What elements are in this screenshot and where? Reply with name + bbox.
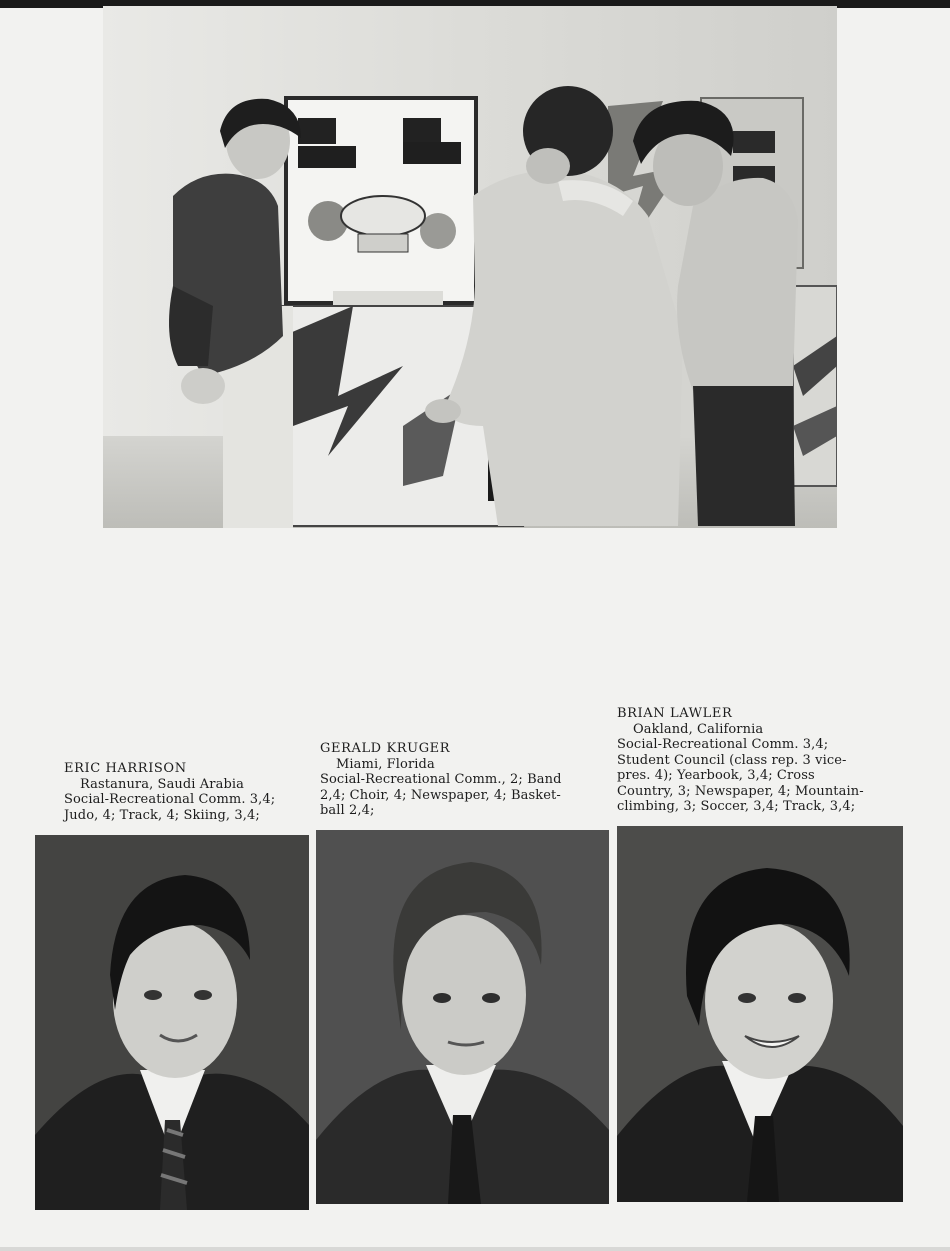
page-bottom-edge (0, 1247, 950, 1251)
student-activities-line: climbing, 3; Soccer, 3,4; Track, 3,4; (617, 799, 856, 814)
pinball-group-photo (103, 6, 837, 528)
student-name: ERIC HARRISON (64, 761, 187, 776)
student-activities-line: Judo, 4; Track, 4; Skiing, 3,4; (64, 807, 260, 823)
student-activities-line: Student Council (class rep. 3 vice- (617, 752, 847, 768)
student-activities-line: Country, 3; Newspaper, 4; Mountain- (617, 783, 864, 799)
student-activities-line: 2,4; Choir, 4; Newspaper, 4; Basket- (320, 787, 561, 803)
portrait-gerald-kruger (316, 830, 609, 1204)
student-bio-eric-harrison (64, 761, 275, 823)
student-name: GERALD KRUGER (320, 741, 451, 756)
portrait-eric-harrison (35, 835, 309, 1210)
student-activities-line: pres. 4); Yearbook, 3,4; Cross (617, 768, 815, 783)
student-hometown: Oakland, California (633, 721, 764, 737)
portrait-brian-lawler (617, 826, 903, 1202)
student-activities-line: Social-Recreational Comm. 3,4; (617, 737, 829, 752)
student-bio-brian-lawler (617, 706, 864, 815)
student-activities-line: Social-Recreational Comm., 2; Band (320, 772, 562, 787)
student-activities-line: ball 2,4; (320, 803, 375, 818)
student-name: BRIAN LAWLER (617, 706, 733, 721)
student-activities-line: Social-Recreational Comm. 3,4; (64, 792, 276, 807)
student-hometown: Miami, Florida (336, 756, 435, 772)
student-bio-gerald-kruger (320, 741, 562, 819)
student-hometown: Rastanura, Saudi Arabia (80, 776, 244, 792)
